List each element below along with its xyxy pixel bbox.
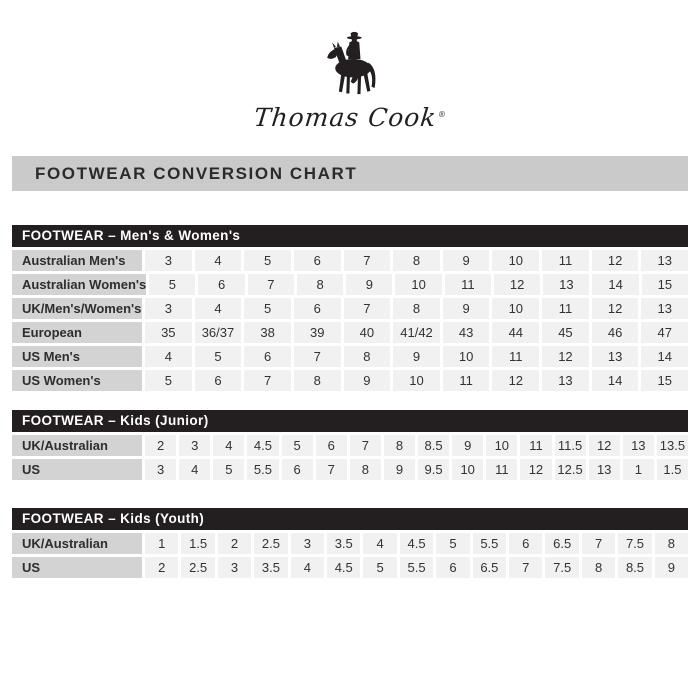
size-cell: 5.5 [247, 459, 278, 480]
size-cell: 2 [145, 557, 178, 578]
size-cell: 7 [344, 250, 391, 271]
row-label: US [12, 459, 142, 480]
size-cell: 4.5 [400, 533, 433, 554]
row-label: UK/Australian [12, 435, 142, 456]
size-cell: 2.5 [254, 533, 287, 554]
size-cell: 6 [316, 435, 347, 456]
size-cell: 6 [195, 370, 242, 391]
row-label: European [12, 322, 142, 343]
size-cell: 4 [179, 459, 210, 480]
size-cell: 7 [244, 370, 291, 391]
size-cell: 2 [145, 435, 176, 456]
size-cell: 4 [195, 250, 242, 271]
size-cell: 5 [213, 459, 244, 480]
size-cell: 11 [520, 435, 551, 456]
size-cell: 14 [592, 274, 638, 295]
size-cell: 11 [445, 274, 491, 295]
row-label: US Women's [12, 370, 142, 391]
row-label: Australian Men's [12, 250, 142, 271]
table-row [12, 533, 688, 554]
size-cell: 43 [443, 322, 490, 343]
size-cell: 8 [393, 250, 440, 271]
size-cell: 46 [592, 322, 639, 343]
size-cell: 35 [145, 322, 192, 343]
size-cell: 6.5 [473, 557, 506, 578]
size-cell: 12 [520, 459, 551, 480]
size-cell: 11 [486, 459, 517, 480]
size-cell: 4.5 [247, 435, 278, 456]
table-header: FOOTWEAR – Kids (Junior) [12, 410, 688, 432]
size-cell: 14 [641, 346, 688, 367]
size-cell: 7 [344, 298, 391, 319]
size-cell: 6.5 [545, 533, 578, 554]
size-cell: 41/42 [393, 322, 440, 343]
size-cell: 12 [592, 298, 639, 319]
size-cell: 3 [145, 298, 192, 319]
registered-mark: ® [437, 109, 448, 119]
conversion-table [12, 508, 688, 581]
size-cell: 4 [291, 557, 324, 578]
table-row [12, 322, 688, 343]
brand-signature [252, 105, 447, 130]
size-cell: 3 [145, 250, 192, 271]
size-cell: 7.5 [618, 533, 651, 554]
size-cell: 40 [344, 322, 391, 343]
size-cell: 9 [655, 557, 688, 578]
size-cell: 4 [195, 298, 242, 319]
size-cell: 10 [443, 346, 490, 367]
size-cell: 4 [213, 435, 244, 456]
size-cell: 11 [542, 298, 589, 319]
brand-name: Thomas Cook [252, 103, 438, 132]
size-cell: 1 [623, 459, 654, 480]
row-label: UK/Men's/Women's [12, 298, 142, 319]
size-cell: 8.5 [418, 435, 449, 456]
size-cell: 10 [393, 370, 440, 391]
size-cell: 2.5 [181, 557, 214, 578]
size-cell: 11.5 [555, 435, 586, 456]
size-cell: 7 [294, 346, 341, 367]
size-cell: 9 [393, 346, 440, 367]
size-cell: 38 [244, 322, 291, 343]
size-cell: 8 [350, 459, 381, 480]
size-cell: 6 [436, 557, 469, 578]
size-cell: 2 [218, 533, 251, 554]
size-cell: 5 [195, 346, 242, 367]
size-cell: 6 [282, 459, 313, 480]
size-cell: 7 [582, 533, 615, 554]
row-label: US Men's [12, 346, 142, 367]
size-cell: 12 [589, 435, 620, 456]
size-cell: 4.5 [327, 557, 360, 578]
table-row [12, 435, 688, 456]
size-cell: 13 [592, 346, 639, 367]
size-cell: 7.5 [545, 557, 578, 578]
size-cell: 8 [655, 533, 688, 554]
size-cell: 13 [543, 274, 589, 295]
table-row [12, 346, 688, 367]
size-cell: 7 [316, 459, 347, 480]
size-cell: 1.5 [657, 459, 688, 480]
size-cell: 10 [492, 250, 539, 271]
table-row [12, 459, 688, 480]
conversion-table [12, 410, 688, 483]
size-cell: 3 [218, 557, 251, 578]
size-cell: 12 [494, 274, 540, 295]
size-cell: 3 [145, 459, 176, 480]
size-cell: 8 [344, 346, 391, 367]
size-cell: 9 [443, 298, 490, 319]
size-cell: 15 [642, 274, 688, 295]
size-cell: 3.5 [254, 557, 287, 578]
size-cell: 7 [509, 557, 542, 578]
size-cell: 5 [282, 435, 313, 456]
table-row [12, 250, 688, 271]
table-row [12, 370, 688, 391]
size-cell: 14 [592, 370, 639, 391]
size-cell: 8 [384, 435, 415, 456]
size-cell: 10 [395, 274, 441, 295]
size-cell: 9 [452, 435, 483, 456]
size-cell: 10 [486, 435, 517, 456]
size-cell: 9 [384, 459, 415, 480]
size-cell: 13 [589, 459, 620, 480]
size-cell: 5 [244, 298, 291, 319]
size-cell: 11 [443, 370, 490, 391]
size-cell: 15 [641, 370, 688, 391]
size-cell: 6 [509, 533, 542, 554]
size-cell: 9.5 [418, 459, 449, 480]
size-cell: 3 [179, 435, 210, 456]
size-cell: 10 [492, 298, 539, 319]
size-cell: 6 [244, 346, 291, 367]
size-cell: 8 [582, 557, 615, 578]
size-cell: 6 [198, 274, 244, 295]
table-header: FOOTWEAR – Men's & Women's [12, 225, 688, 247]
size-cell: 11 [492, 346, 539, 367]
size-cell: 1.5 [181, 533, 214, 554]
size-cell: 13 [623, 435, 654, 456]
page-title: FOOTWEAR CONVERSION CHART [35, 163, 358, 183]
size-cell: 1 [145, 533, 178, 554]
size-cell: 8 [393, 298, 440, 319]
size-cell: 6 [294, 250, 341, 271]
size-cell: 8.5 [618, 557, 651, 578]
size-cell: 8 [297, 274, 343, 295]
size-cell: 12 [592, 250, 639, 271]
size-cell: 5 [244, 250, 291, 271]
size-cell: 5.5 [400, 557, 433, 578]
size-cell: 6 [294, 298, 341, 319]
size-cell: 9 [344, 370, 391, 391]
horse-rider-icon [319, 30, 381, 104]
size-cell: 9 [443, 250, 490, 271]
size-cell: 11 [542, 250, 589, 271]
size-cell: 3.5 [327, 533, 360, 554]
table-row [12, 274, 688, 295]
page-title-banner [12, 156, 688, 191]
size-cell: 45 [542, 322, 589, 343]
size-cell: 8 [294, 370, 341, 391]
row-label: Australian Women's [12, 274, 146, 295]
size-cell: 10 [452, 459, 483, 480]
row-label: UK/Australian [12, 533, 142, 554]
table-header: FOOTWEAR – Kids (Youth) [12, 508, 688, 530]
size-cell: 4 [145, 346, 192, 367]
table-row [12, 298, 688, 319]
size-cell: 39 [294, 322, 341, 343]
size-cell: 36/37 [195, 322, 242, 343]
size-cell: 5 [363, 557, 396, 578]
size-cell: 13 [542, 370, 589, 391]
size-cell: 13 [641, 250, 688, 271]
size-cell: 5 [145, 370, 192, 391]
size-cell: 12.5 [555, 459, 586, 480]
size-cell: 7 [248, 274, 294, 295]
size-cell: 5 [149, 274, 195, 295]
size-cell: 7 [350, 435, 381, 456]
conversion-table [12, 225, 688, 394]
size-cell: 13 [641, 298, 688, 319]
brand-logo [0, 30, 700, 131]
size-cell: 13.5 [657, 435, 688, 456]
size-cell: 5.5 [473, 533, 506, 554]
size-cell: 5 [436, 533, 469, 554]
size-cell: 9 [346, 274, 392, 295]
size-cell: 47 [641, 322, 688, 343]
size-cell: 44 [492, 322, 539, 343]
size-cell: 4 [363, 533, 396, 554]
size-cell: 3 [291, 533, 324, 554]
row-label: US [12, 557, 142, 578]
size-cell: 12 [542, 346, 589, 367]
table-row [12, 557, 688, 578]
size-cell: 12 [492, 370, 539, 391]
